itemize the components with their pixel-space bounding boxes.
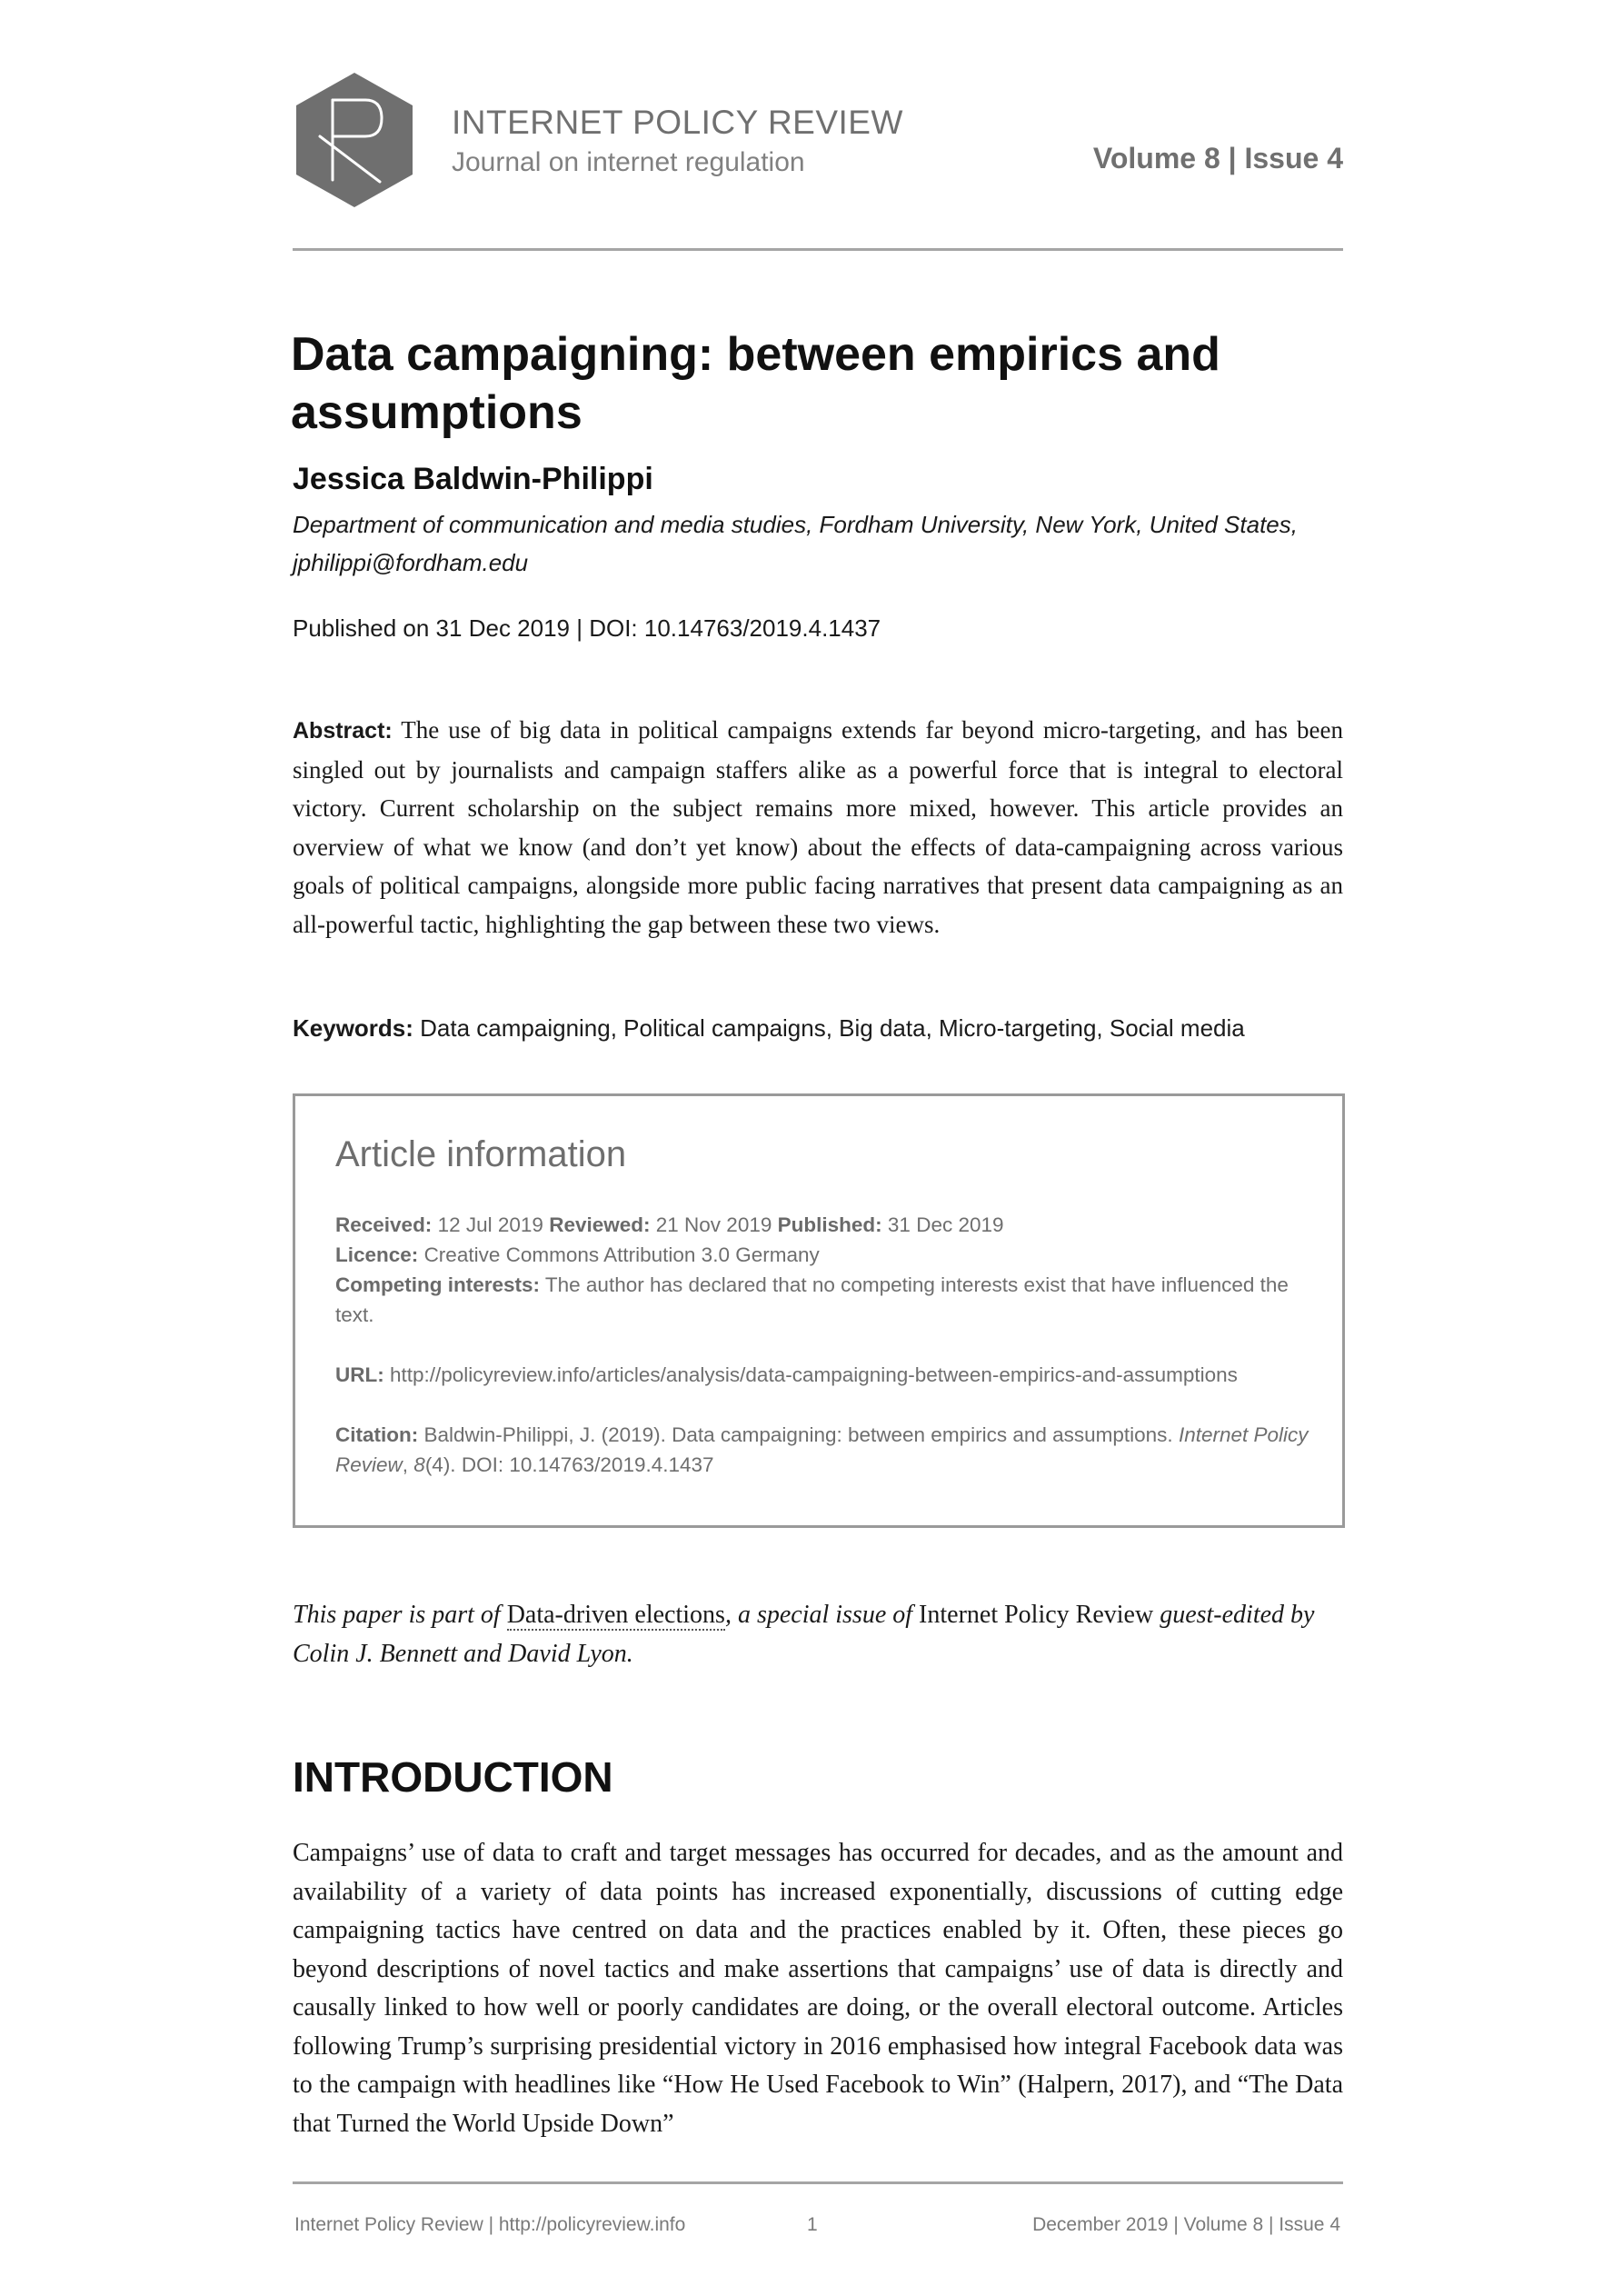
citation-volume: 8 — [413, 1453, 425, 1476]
licence-label: Licence: — [335, 1243, 419, 1266]
reviewed-label: Reviewed: — [549, 1213, 651, 1236]
published-label: Published: — [777, 1213, 882, 1236]
dates-line — [335, 1210, 1317, 1240]
introduction-heading: INTRODUCTION — [293, 1753, 613, 1801]
published-date: 31 Dec 2019 — [887, 1213, 1004, 1236]
licence-value: Creative Commons Attribution 3.0 Germany — [423, 1243, 820, 1266]
citation-line — [335, 1420, 1317, 1480]
citation-text: Baldwin-Philippi, J. (2019). Data campaigning: between empirics and assumptions. — [423, 1423, 1173, 1446]
page-number: 1 — [807, 2214, 818, 2235]
competing-label: Competing interests: — [335, 1273, 541, 1296]
author-affiliation: Department of communication and media studies, Fordham University, New York, United States, jphilippi@fordham.edu — [293, 511, 1298, 576]
special-issue-note — [293, 1595, 1343, 1673]
abstract-label: Abstract: — [293, 718, 393, 744]
footer-left: Internet Policy Review | http://policyreview.info — [294, 2214, 686, 2235]
abstract-text: The use of big data in political campaigns extends far beyond micro-targeting, and has been singled out by journalists and campaign staffers alike as a powerful force that is integral to electoral victory. Current scholarship on the subject remains more mixed, however. This article provides an overview of what we know (and don’t yet know) about the effects of data-campaigning across various goals of political campaigns, alongside more public facing narratives that present data campaigning as an all-powerful tactic, highlighting the gap between these two views. — [293, 716, 1343, 938]
url-label: URL: — [335, 1363, 384, 1386]
citation-label: Citation: — [335, 1423, 419, 1446]
author-name: Jessica Baldwin-Philippi — [293, 462, 653, 496]
citation-comma: , — [402, 1453, 414, 1476]
keywords-label: Keywords: — [293, 1014, 413, 1042]
footer-divider — [293, 2181, 1343, 2184]
note-suffix: guest-edited by Colin J. Bennett and David Lyon. — [293, 1601, 1315, 1668]
keywords — [293, 1014, 1245, 1043]
licence-line — [335, 1240, 1317, 1270]
abstract — [293, 711, 1343, 943]
journal-subtitle: Journal on internet regulation — [452, 147, 805, 177]
article-info-body — [335, 1210, 1317, 1480]
url-line — [335, 1360, 1317, 1390]
journal-logo — [293, 71, 416, 209]
received-date: 12 Jul 2019 — [437, 1213, 543, 1236]
article-info-box — [293, 1093, 1345, 1528]
received-label: Received: — [335, 1213, 433, 1236]
journal-name: INTERNET POLICY REVIEW — [452, 104, 903, 141]
note-middle: , a special issue of — [724, 1601, 920, 1629]
note-journal: Internet Policy Review — [919, 1601, 1154, 1629]
footer-right: December 2019 | Volume 8 | Issue 4 — [1032, 2214, 1340, 2235]
introduction-paragraph: Campaigns’ use of data to craft and target messages has occurred for decades, and as the amount and availability of a variety of data points has increased exponentially, discussions of cutting edge campaigning tactics have centred on data and the practices enabled by it. Often, these pieces go beyond descriptions of novel tactics and make assertions that campaigns’ use of data is directly and causally linked to how well or poorly candidates are doing, or the overall electoral outcome. Articles following Trump’s surprising presidential victory in 2016 emphasised how integral Facebook data was to the campaign with headlines like “How He Used Facebook to Win” (Halpern, 2017), and “The Data that Turned the World Upside Down” — [293, 1839, 1343, 2138]
article-title: Data campaigning: between empirics and assumptions — [291, 328, 1220, 439]
published-line: Published on 31 Dec 2019 | DOI: 10.14763/2019.4.1437 — [293, 614, 881, 642]
article-url-link[interactable]: http://policyreview.info/articles/analysis/data-campaigning-between-empirics-and-assumptions — [390, 1363, 1238, 1386]
competing-value: The author has declared that no competing interests exist that have influenced the text. — [335, 1273, 1289, 1326]
volume-issue: Volume 8 | Issue 4 — [1092, 142, 1343, 175]
reviewed-date: 21 Nov 2019 — [655, 1213, 772, 1236]
citation-rest: (4). DOI: 10.14763/2019.4.1437 — [424, 1453, 714, 1476]
keywords-text: Data campaigning, Political campaigns, Big data, Micro-targeting, Social media — [420, 1014, 1245, 1042]
note-prefix: This paper is part of — [293, 1601, 507, 1629]
special-issue-link[interactable]: Data-driven elections — [506, 1601, 725, 1629]
citation-journal: Internet Policy Review — [335, 1423, 1309, 1476]
article-info-heading: Article information — [335, 1134, 627, 1174]
competing-interests-line — [335, 1270, 1317, 1330]
header-divider — [293, 248, 1343, 251]
